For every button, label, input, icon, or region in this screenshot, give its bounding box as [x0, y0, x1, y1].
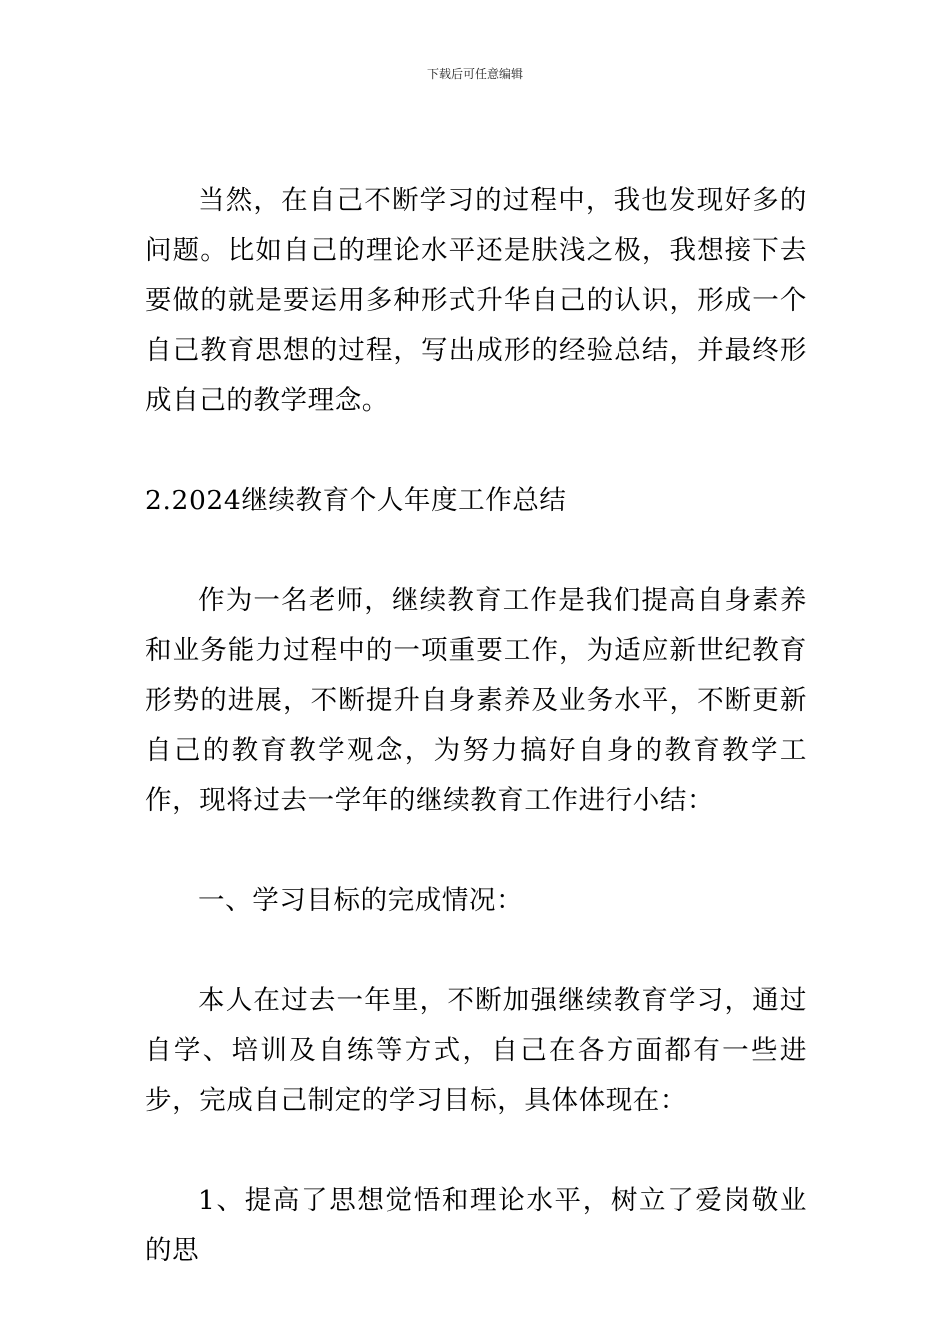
paragraph-gap [145, 826, 807, 876]
paragraph-intro: 作为一名老师，继续教育工作是我们提高自身素养和业务能力过程中的一项重要工作，为适应新世纪教育形势的进展，不断提升自身素养及业务水平，不断更新自己的教育教学观念，为努力搞好自身的教育教学工作，现将过去一学年的继续教育工作进行小结： [145, 585, 807, 816]
paragraph-gap [145, 526, 807, 576]
page-header: 下载后可任意编辑 [426, 67, 523, 81]
paragraph-gap [145, 926, 807, 976]
paragraph-reflection: 当然，在自己不断学习的过程中，我也发现好多的问题。比如自己的理论水平还是肤浅之极，我想接下去要做的就是要运用多种形式升华自己的认识，形成一个自己教育思想的过程，写出成形的经验总结，并最终形成自己的教学理念。 [145, 185, 807, 416]
paragraph-gap [145, 1126, 807, 1176]
paragraph-point-1: 1、提高了思想觉悟和理论水平，树立了爱岗敬业的思 [145, 1185, 807, 1266]
paragraph-learning-summary: 本人在过去一年里，不断加强继续教育学习，通过自学、培训及自练等方式，自己在各方面都有一些进步，完成自己制定的学习目标，具体体现在： [145, 985, 807, 1116]
document-body [145, 176, 807, 1276]
section-heading: 2.2024继续教育个人年度工作总结 [145, 485, 567, 516]
paragraph-gap [145, 426, 807, 476]
subheading-learning-goals: 一、学习目标的完成情况： [198, 885, 524, 916]
